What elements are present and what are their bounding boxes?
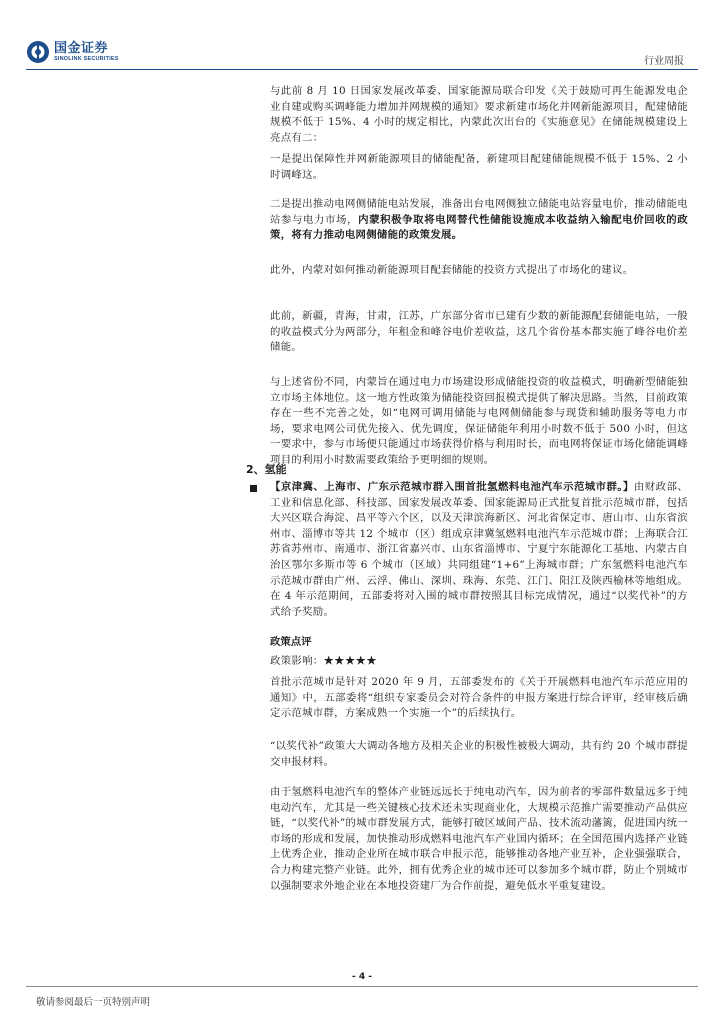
section-title-hydrogen: 2、氢能 [246, 463, 287, 476]
logo-chinese-name: 国金证券 [54, 40, 109, 56]
sinolink-logo [26, 40, 119, 64]
paragraph-reward-policy: “以奖代补”政策大大调动各地方及相关企业的积极性被极大调动，共有约 20 个城市群提交申报材料。 [270, 740, 688, 768]
paragraph-point-two [270, 197, 688, 244]
sinolink-logo-icon [26, 40, 50, 64]
paragraph-market-investment: 此外，内蒙对如何推动新能源项目配套储能的投资方式提出了市场化的建议。 [270, 264, 634, 276]
page-number: - 4 - [352, 972, 372, 982]
report-type-label: 行业周报 [644, 56, 684, 67]
policy-review-title: 政策点评 [270, 636, 312, 648]
paragraph-other-provinces: 此前，新疆，青海，甘肃，江苏，广东部分省市已建有少数的新能源配套储能电站，一般的收益模式分为两部分，年租金和峰谷电价差收益，这几个省份基本都实施了峰谷电价差储能。 [270, 310, 688, 354]
logo-english-name: SINOLINK SECURITIES [54, 55, 119, 62]
paragraph-industry-chain: 由于氢燃料电池汽车的整体产业链远远长于纯电动汽车，因为前者的零部件数量远多于纯电动汽车，尤其是一些关键核心技术还未实现商业化，大规模示范推广需要推动产品供应链，“以奖代补”的城市群发展方式，能够打破区域间产品、技术流动藩篱，促进国内统一市场的形成和发展，加快推动形成燃料电池汽车产业国内循环；在全国范围内选择产业链上优秀企业，推动企业所在城市联合申报示范，能够推动各地产业互补，企业强强联合，合力构建完整产业链。此外，拥有优秀企业的城市还可以参加多个城市群，防止个别城市以强制要求外地企业在本地投资建厂为合作前提，避免低水平重复建设。 [270, 786, 688, 892]
point-two-text: 二是提出推动电网侧储能电站发展，准备出台电网侧独立储能电站容量电价，推动储能电站参与电力市场， [270, 198, 688, 226]
paragraph-first-batch: 首批示范城市是针对 2020 年 9 月，五部委发布的《关于开展燃料电池汽车示范应用的通知》中，五部委将“组织专家委员会对符合条件的申报方案进行综合评审，经审核后确定示范城市群，方案成熟一个实施一个”的后续执行。 [270, 676, 688, 720]
point-two-highlight: 内蒙积极争取将电网替代性储能设施成本收益纳入输配电价回收的政策，将有力推动电网侧储能的政策发展。 [270, 213, 689, 242]
bullet-body: 由财政部、工业和信息化部、科技部、国家发展改革委、国家能源局正式批复首批示范城市群，包括大兴区联合海淀、昌平等六个区，以及天津滨海新区、河北省保定市、唐山市、山东省滨州市、淄博市等共 12 个城市（区）组成京津冀氢燃料电池汽车示范城市群；上海联合江苏省苏州市、南通市、浙江省嘉兴市、山东省淄博市、宁夏宁东能源化工基地、内蒙古自治区鄂尔多斯市等 6 个城市（区域）共同组建“1+6”上海城市群；广东氢燃料电池汽车示范城市群由广州、云浮、佛山、深圳、珠海、东莞、江门、阳江及陕西榆林等地组成。在 4 年示范期间，五部委将对入围的城市群按照其目标完成情况，通过“以奖代补”的方式给予奖励。 [270, 481, 689, 618]
paragraph-intro: 与此前 8 月 10 日国家发展改革委、国家能源局联合印发《关于鼓励可再生能源发电企业自建或购买调峰能力增加并网规模的通知》要求新建市场化并网新能源项目，配建储能规模不低于 15%、4 小时的规定相比，内蒙此次出台的《实施意见》在储能规模建设上亮点有二： [270, 85, 688, 144]
header-divider [26, 69, 698, 70]
policy-impact-rating: 政策影响：★★★★★ [270, 655, 377, 667]
footer-divider [26, 986, 698, 987]
bullet-headline: 【京津冀、上海市、广东示范城市群入围首批氢燃料电池汽车示范城市群。】 [270, 481, 634, 493]
paragraph-inner-mongolia-comparison: 与上述省份不同，内蒙旨在通过电力市场建设形成储能投资的收益模式，明确新型储能独立市场主体地位。这一地方性政策为储能投资回报模式提供了解决思路。当然，目前政策存在一些不完善之处，如“电网可调用储能与电网侧储能参与现货和辅助服务等电力市场，要求电网公司优先接入、优先调度，保证储能年利用小时数不低于 500 小时，但这一要求中，参与市场便只能通过市场获得价格与利用时长，而电网将保证市场化储能调峰项目的利用小时数需要政策给予更明细的规则。 [270, 376, 688, 466]
bullet-demo-city-clusters [270, 480, 688, 620]
paragraph-point-one: 一是提出保障性并网新能源项目的储能配备，新建项目配建储能规模不低于 15%、2 小时调峰这。 [270, 153, 688, 181]
page-header [0, 0, 724, 72]
bullet-square-icon [250, 485, 257, 492]
footer-disclaimer: 敬请参阅最后一页特别声明 [36, 997, 151, 1008]
